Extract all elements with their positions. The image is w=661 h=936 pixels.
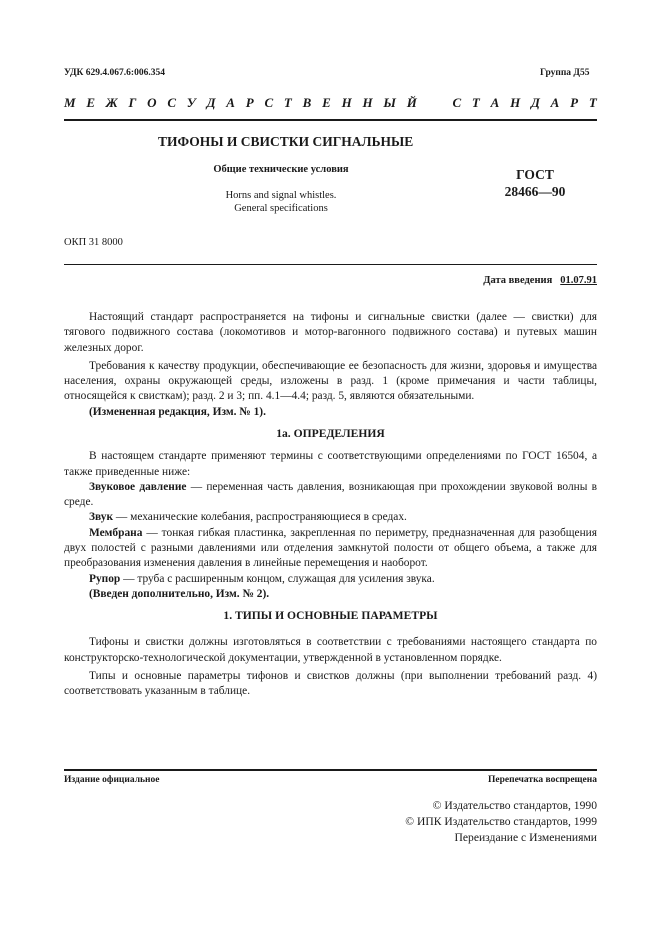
- intro-section: [64, 310, 597, 420]
- effective-date: [300, 275, 597, 286]
- date-rule: [64, 264, 597, 265]
- section-heading: 1. ТИПЫ И ОСНОВНЫЕ ПАРАМЕТРЫ: [223, 609, 438, 622]
- copyright-line: © ИПК Издательство стандартов, 1999: [405, 815, 597, 828]
- banner-letter: В: [302, 95, 312, 110]
- gost-number: 28466—90: [504, 184, 566, 199]
- copyright-line: © Издательство стандартов, 1990: [432, 799, 597, 812]
- official-edition: Издание официальное: [64, 775, 160, 785]
- header-rule: [64, 119, 597, 121]
- banner-letter: С: [452, 95, 462, 110]
- gost-label: ГОСТ: [516, 167, 554, 182]
- banner-letter: Е: [86, 95, 96, 110]
- paragraph: Тифоны и свистки должны изготовляться в соответствии с требованиями настоящего стандарта по конструкторско-технологической документации, утвержденной в установленном порядке.: [64, 636, 597, 664]
- term-definition: — механические колебания, распространяющиеся в средах.: [113, 511, 407, 524]
- banner-letter: Е: [322, 95, 331, 110]
- banner-letter: С: [167, 95, 176, 110]
- paragraph: Требования к качеству продукции, обеспечивающие ее безопасность для жизни, здоровья и имущества населения, охраны окружающей среды, изложены в разд. 1 (кроме примечания и части таблицы, относящейся к свисткам); разд. 2 и 3; пп. 4.1—4.4; разд. 5, являются обязательными.: [64, 359, 597, 403]
- group-code: Группа Д55: [540, 68, 590, 78]
- paragraph: В настоящем стандарте применяют термины с соответствующими определениями по ГОСТ 16504, а также приведенные ниже:: [64, 450, 597, 478]
- banner-letter: М: [64, 95, 76, 110]
- document-subtitle: Общие технические условия: [213, 164, 349, 175]
- banner-letter: О: [147, 95, 157, 110]
- english-title-line: Horns and signal whistles.: [225, 190, 337, 201]
- banner-letter: А: [550, 95, 560, 110]
- english-title: [168, 189, 394, 215]
- paragraph: Типы и основные параметры тифонов и свистков должны (при выполнении требований разд. 4) соответствовать указанным в таблице.: [64, 669, 597, 698]
- amendment-note: (Введен дополнительно, Изм. № 2).: [89, 587, 270, 600]
- gost-designation: [500, 166, 570, 200]
- amendment-note: (Измененная редакция, Изм. № 1).: [89, 405, 266, 418]
- banner-letter: Т: [283, 95, 292, 110]
- banner-letter: Й: [406, 95, 417, 110]
- banner-letter: Д: [206, 95, 216, 110]
- banner-letter: Н: [341, 95, 352, 110]
- term-definition: — труба с расширенным концом, служащая для усиления звука.: [120, 572, 435, 585]
- document-title: ТИФОНЫ И СВИСТКИ СИГНАЛЬНЫЕ: [158, 134, 414, 149]
- term: Мембрана: [89, 526, 143, 539]
- banner-letter: У: [186, 95, 196, 110]
- banner-letter: А: [490, 95, 500, 110]
- copyright-line: Переиздание с Изменениями: [454, 831, 597, 844]
- term: Звук: [89, 511, 114, 524]
- banner-letter: Н: [362, 95, 373, 110]
- okp-code: ОКП 31 8000: [64, 237, 123, 248]
- banner-letter: Н: [510, 95, 521, 110]
- paragraph: Настоящий стандарт распространяется на тифоны и сигнальные свистки (далее — свистки) для тягового подвижного состава (локомотивов и мотор-вагонного подвижного состава) и путевых машин железных дорог.: [64, 311, 597, 354]
- term: Рупор: [89, 572, 121, 585]
- banner-letter: Д: [531, 95, 540, 110]
- banner-letter: Г: [128, 95, 137, 110]
- banner-letter: С: [264, 95, 274, 110]
- banner-letter: Р: [245, 95, 254, 110]
- term-definition: — тонкая гибкая пластинка, закрепленная по периметру, предназначенная для разобщения двух полостей с разными давлениями или отделения замкнутой полости от общего объема, а также для преобразования изменения давления в линейные перемещения и наоборот.: [64, 526, 597, 570]
- banner-letter: Ы: [383, 95, 396, 110]
- interstate-standard-banner: [64, 95, 597, 111]
- english-title-line: General specifications: [234, 203, 328, 214]
- effective-date-value: 01.07.91: [560, 275, 597, 286]
- term: Звуковое давление: [89, 480, 187, 493]
- banner-letter: Т: [471, 95, 480, 110]
- banner-letter: Т: [588, 95, 597, 110]
- term-definition: — переменная часть давления, возникающая при прохождении звуковой волны в среде.: [64, 480, 597, 509]
- footer-rule: [64, 769, 597, 771]
- copyright-block: [300, 798, 597, 846]
- definition: [64, 526, 597, 572]
- effective-date-label: Дата введения: [483, 275, 553, 286]
- definition: [64, 572, 597, 587]
- definition: [64, 480, 597, 511]
- banner-letter: Р: [570, 95, 579, 110]
- reprint-notice: Перепечатка воспрещена: [487, 775, 597, 785]
- types-section: [64, 608, 597, 699]
- banner-letter: Ж: [105, 95, 118, 110]
- section-heading: 1а. ОПРЕДЕЛЕНИЯ: [276, 427, 385, 440]
- definition: [64, 510, 597, 525]
- udk-code: УДК 629.4.067.6:006.354: [64, 68, 165, 78]
- definitions-section: [64, 426, 597, 602]
- banner-letter: А: [226, 95, 235, 110]
